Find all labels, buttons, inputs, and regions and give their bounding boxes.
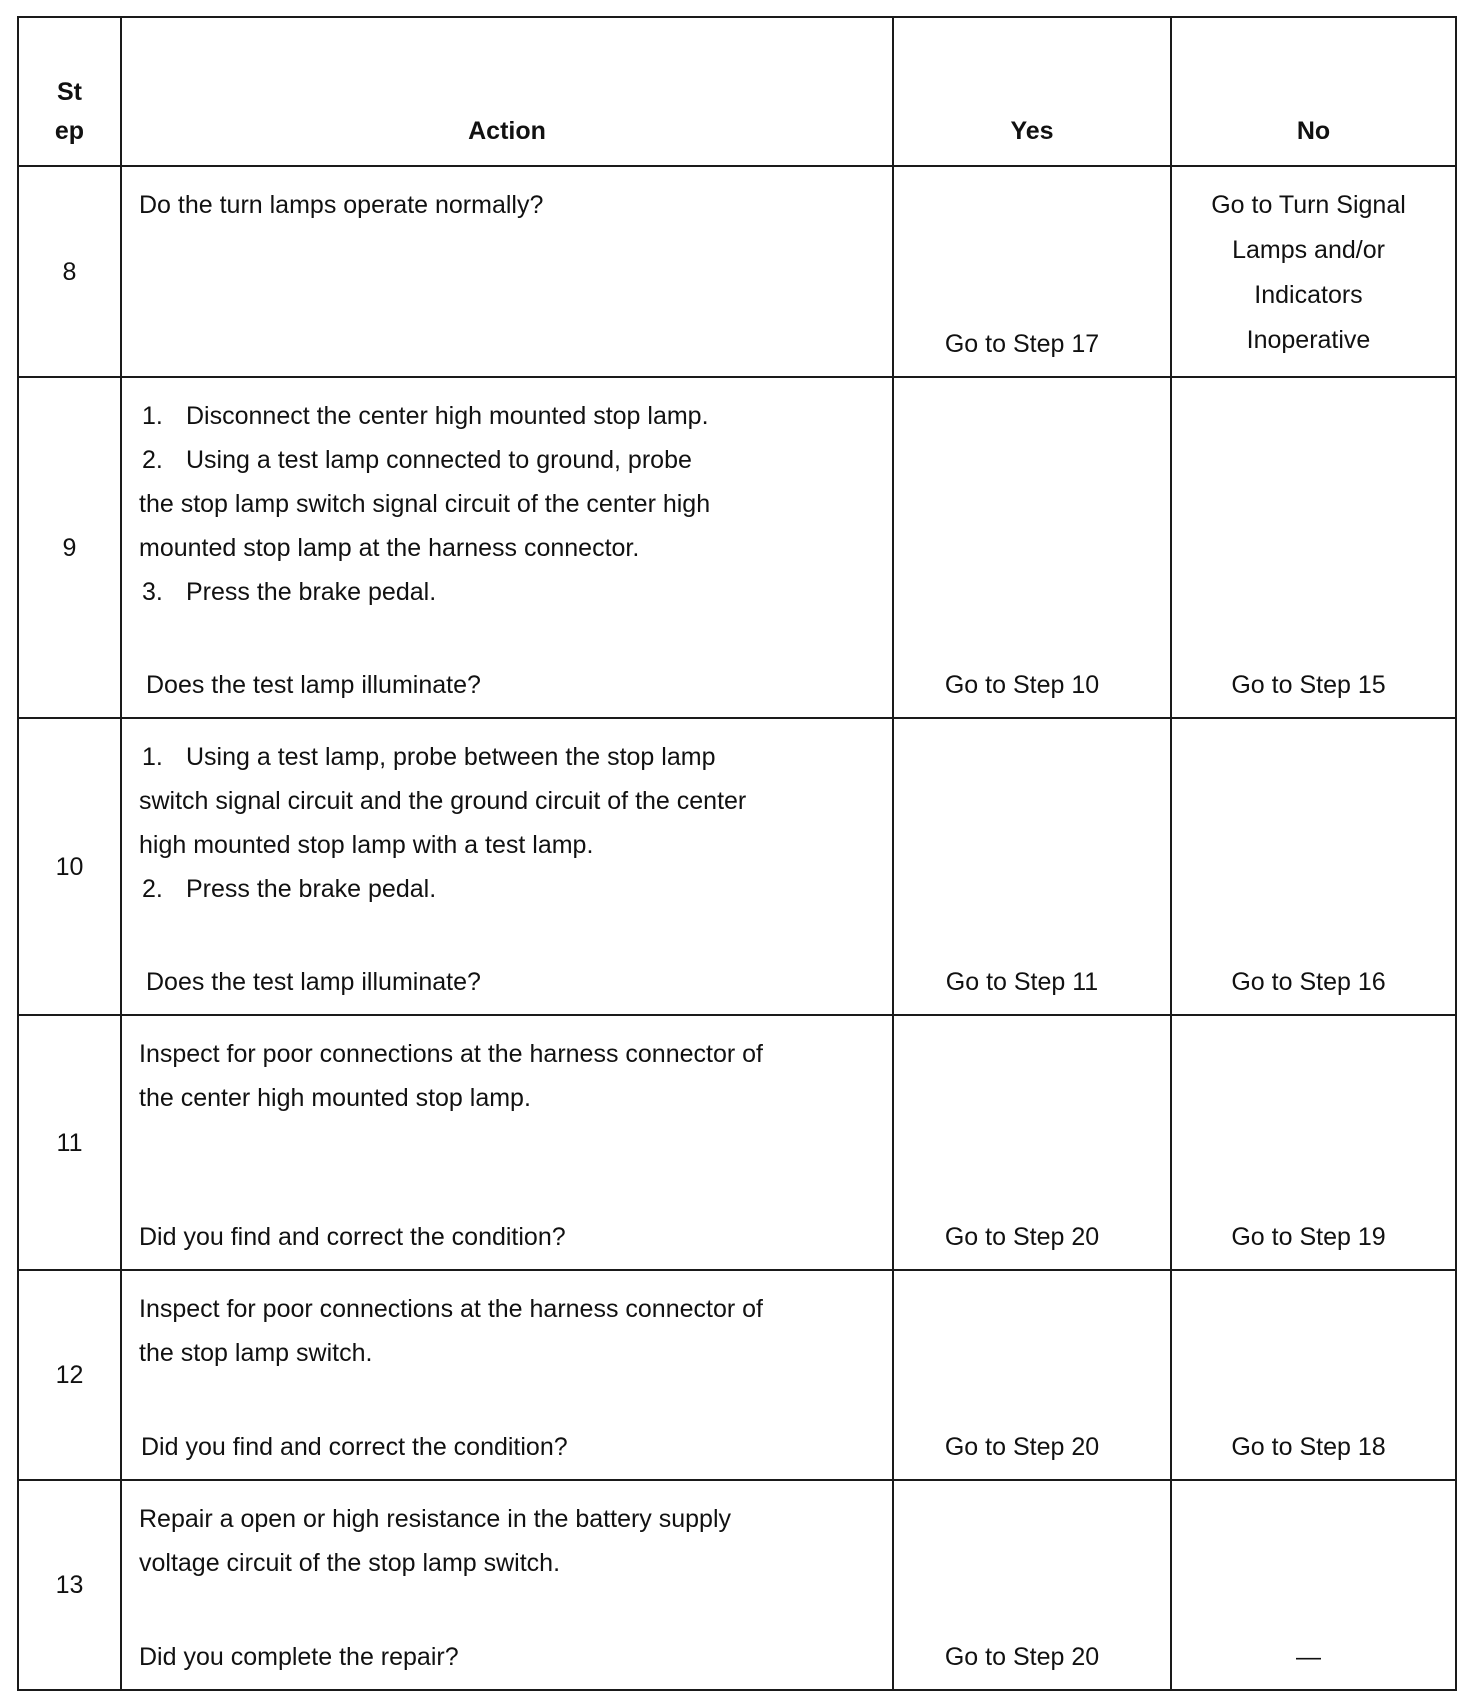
no-cell: Go to Step 15 xyxy=(1171,377,1456,718)
action-cell: Inspect for poor connections at the harness connector of the stop lamp switch. Did you find and correct the condition? xyxy=(121,1270,893,1480)
no-cell: Go to Step 19 xyxy=(1171,1015,1456,1270)
no-cell: Go to Step 18 xyxy=(1171,1270,1456,1480)
diagnostic-table xyxy=(17,16,1457,1691)
header-action: Action xyxy=(121,17,893,166)
action-cell: Repair a open or high resistance in the battery supply voltage circuit of the stop lamp switch. Did you complete the repair? xyxy=(121,1480,893,1690)
table-row xyxy=(18,377,1456,718)
yes-cell: Go to Step 17 xyxy=(893,166,1171,377)
action-question: Did you find and correct the condition? xyxy=(141,1433,568,1461)
table-header-row xyxy=(18,17,1456,166)
action-question: Does the test lamp illuminate? xyxy=(146,671,481,699)
table-row xyxy=(18,166,1456,377)
header-no: No xyxy=(1171,17,1456,166)
no-cell: Go to Turn Signal Lamps and/or Indicators Inoperative xyxy=(1171,166,1456,377)
action-cell: Inspect for poor connections at the harness connector of the center high mounted stop lamp. Did you find and correct the condition? xyxy=(121,1015,893,1270)
action-question: Does the test lamp illuminate? xyxy=(146,968,481,996)
yes-cell: Go to Step 10 xyxy=(893,377,1171,718)
step-number: 10 xyxy=(18,718,121,1015)
yes-cell: Go to Step 20 xyxy=(893,1480,1171,1690)
step-number: 12 xyxy=(18,1270,121,1480)
action-question: Did you find and correct the condition? xyxy=(139,1223,566,1251)
yes-cell: Go to Step 11 xyxy=(893,718,1171,1015)
step-number: 8 xyxy=(18,166,121,377)
action-cell: 1. Disconnect the center high mounted stop lamp. 2. Using a test lamp connected to ground, probe the stop lamp switch signal circuit of the center high mounted stop lamp at the harness connector. 3. Press the brake pedal. Does the test lamp illuminate? xyxy=(121,377,893,718)
header-yes: Yes xyxy=(893,17,1171,166)
table-row xyxy=(18,1015,1456,1270)
no-cell: Go to Step 16 xyxy=(1171,718,1456,1015)
step-number: 9 xyxy=(18,377,121,718)
step-number: 13 xyxy=(18,1480,121,1690)
header-step: St ep xyxy=(18,17,121,166)
yes-cell: Go to Step 20 xyxy=(893,1015,1171,1270)
table-row xyxy=(18,718,1456,1015)
yes-cell: Go to Step 20 xyxy=(893,1270,1171,1480)
action-cell: 1. Using a test lamp, probe between the stop lamp switch signal circuit and the ground circuit of the center high mounted stop lamp with a test lamp. 2. Press the brake pedal. Does the test lamp illuminate? xyxy=(121,718,893,1015)
action-question: Did you complete the repair? xyxy=(139,1643,459,1671)
table-row xyxy=(18,1480,1456,1690)
table-row xyxy=(18,1270,1456,1480)
no-cell: — xyxy=(1171,1480,1456,1690)
step-number: 11 xyxy=(18,1015,121,1270)
action-cell: Do the turn lamps operate normally? xyxy=(121,166,893,377)
